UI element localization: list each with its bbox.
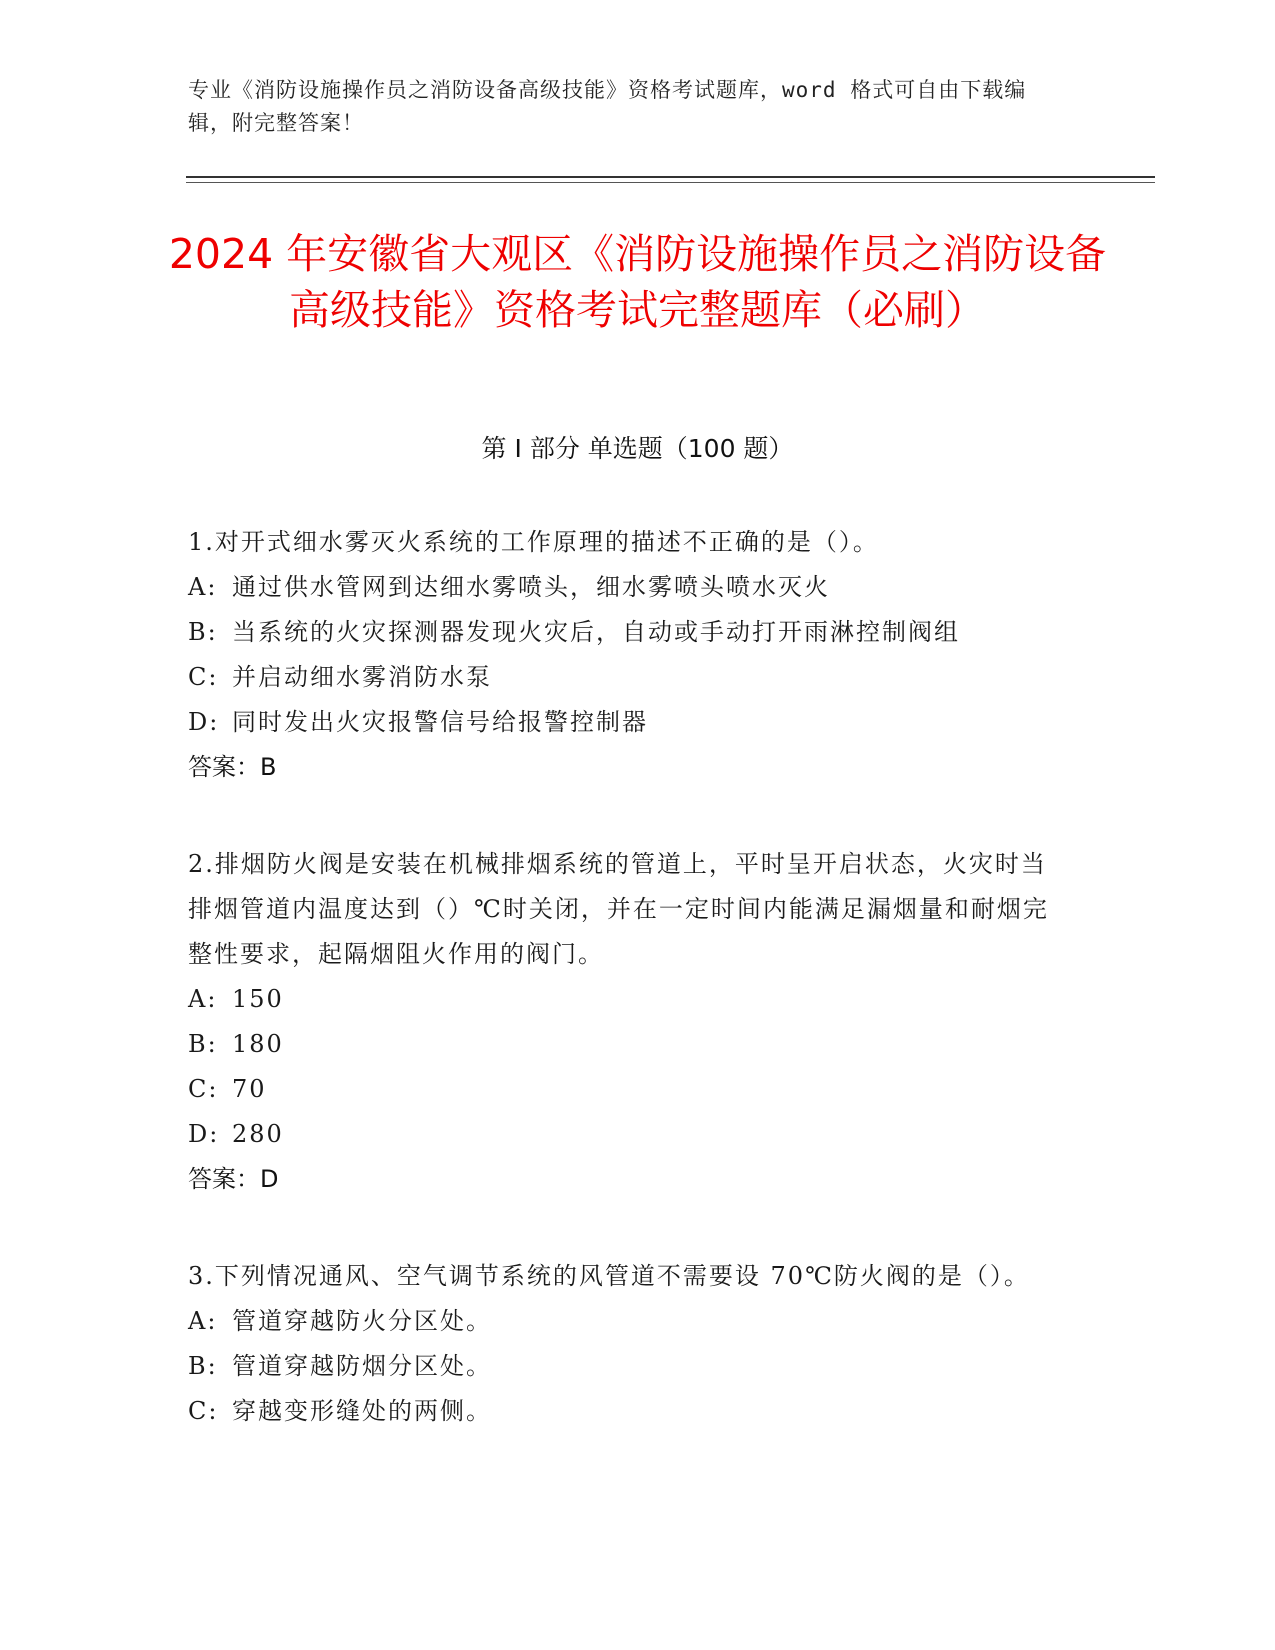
option-text: 180 bbox=[232, 1030, 284, 1058]
question-list bbox=[188, 520, 1068, 1486]
document-title: 2024 年安徽省大观区《消防设施操作员之消防设备高级技能》资格考试完整题库（必刷） bbox=[168, 230, 1107, 334]
option-text: 穿越变形缝处的两侧。 bbox=[232, 1397, 492, 1425]
option-d bbox=[188, 1112, 1068, 1157]
option-text: 并启动细水雾消防水泵 bbox=[232, 663, 492, 691]
option-c bbox=[188, 1067, 1068, 1112]
option-letter: B: bbox=[188, 618, 218, 646]
option-text: 同时发出火灾报警信号给报警控制器 bbox=[232, 708, 648, 736]
option-b bbox=[188, 1022, 1068, 1067]
option-c bbox=[188, 1389, 1068, 1434]
option-letter: C: bbox=[188, 663, 219, 691]
option-letter: C: bbox=[188, 1397, 219, 1425]
option-d bbox=[188, 700, 1068, 745]
header-note: 专业《消防设施操作员之消防设备高级技能》资格考试题库，word 格式可自由下载编辑，附完整答案！ bbox=[188, 78, 1027, 135]
option-letter: C: bbox=[188, 1075, 219, 1103]
option-letter: A: bbox=[188, 1307, 218, 1335]
header-divider-thick bbox=[186, 176, 1155, 178]
option-b bbox=[188, 610, 1068, 655]
option-letter: D: bbox=[188, 708, 220, 736]
question-1 bbox=[188, 520, 1068, 790]
question-stem: 3.下列情况通风、空气调节系统的风管道不需要设 70℃防火阀的是（）。 bbox=[188, 1262, 1030, 1290]
option-text: 管道穿越防火分区处。 bbox=[232, 1307, 492, 1335]
option-letter: A: bbox=[188, 573, 218, 601]
option-c bbox=[188, 655, 1068, 700]
option-b bbox=[188, 1344, 1068, 1389]
option-text: 管道穿越防烟分区处。 bbox=[232, 1352, 492, 1380]
option-letter: D: bbox=[188, 1120, 220, 1148]
option-a bbox=[188, 977, 1068, 1022]
option-letter: B: bbox=[188, 1030, 218, 1058]
option-text: 280 bbox=[232, 1120, 284, 1148]
option-text: 70 bbox=[232, 1075, 267, 1103]
answer-line: 答案：B bbox=[188, 753, 277, 781]
question-stem: 2.排烟防火阀是安装在机械排烟系统的管道上，平时呈开启状态，火灾时当排烟管道内温度达到（）℃时关闭，并在一定时间内能满足漏烟量和耐烟完整性要求，起隔烟阻火作用的阀门。 bbox=[188, 850, 1049, 968]
option-letter: B: bbox=[188, 1352, 218, 1380]
section-title: 第 I 部分 单选题（100 题） bbox=[481, 434, 794, 463]
option-text: 当系统的火灾探测器发现火灾后，自动或手动打开雨淋控制阀组 bbox=[232, 618, 960, 646]
option-a bbox=[188, 1299, 1068, 1344]
answer-line: 答案：D bbox=[188, 1165, 279, 1193]
option-letter: A: bbox=[188, 985, 218, 1013]
header-divider-thin bbox=[186, 182, 1155, 183]
question-2 bbox=[188, 842, 1068, 1202]
question-3 bbox=[188, 1254, 1068, 1434]
option-text: 150 bbox=[232, 985, 284, 1013]
question-stem: 1.对开式细水雾灭火系统的工作原理的描述不正确的是（）。 bbox=[188, 528, 879, 556]
option-text: 通过供水管网到达细水雾喷头，细水雾喷头喷水灭火 bbox=[232, 573, 830, 601]
option-a bbox=[188, 565, 1068, 610]
